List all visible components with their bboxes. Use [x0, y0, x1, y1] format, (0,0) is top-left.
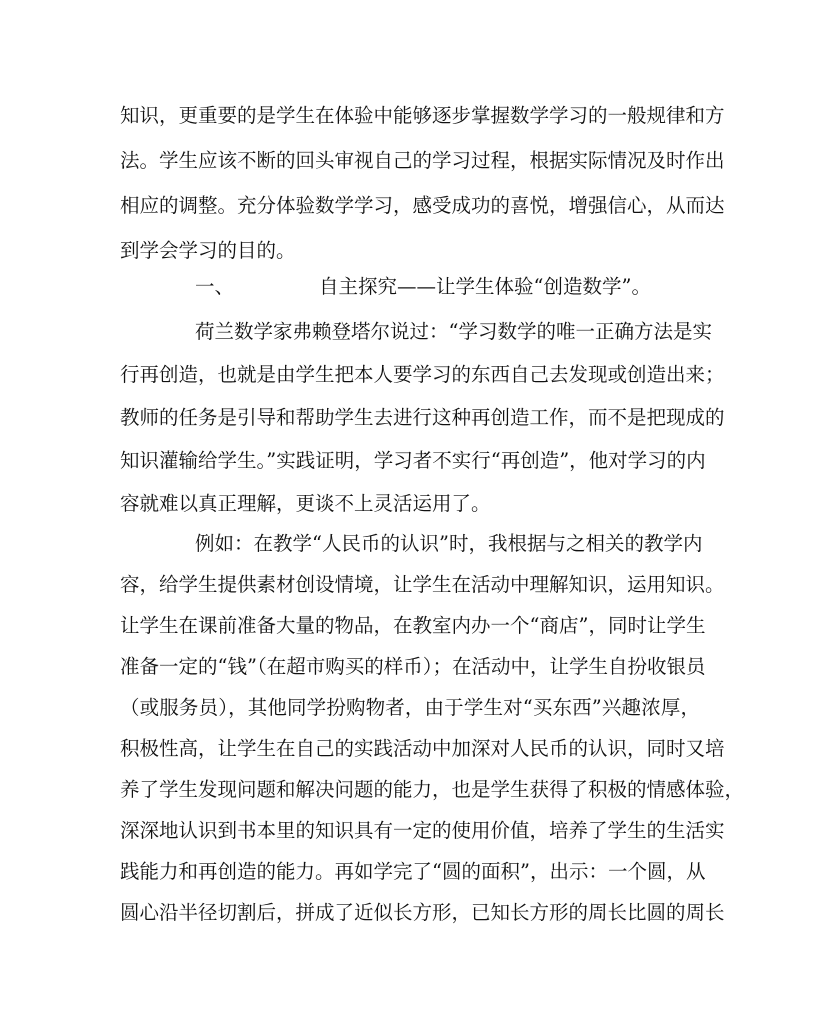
text-line: 到学会学习的目的。 [120, 239, 296, 262]
text-line: 积极性高，让学生在自己的实践活动中加深对人民币的认识，同时又培 [120, 737, 725, 760]
text-line: 养了学生发现问题和解决问题的能力，也是学生获得了积极的情感体验， [120, 778, 745, 801]
text-line: 容就难以真正理解，更谈不上灵活运用了。 [120, 492, 491, 515]
section-title: 自主探究——让学生体验“创造数学”。 [319, 275, 651, 298]
text-line: 行再创造，也就是由学生把本人要学习的东西自己去发现或创造出来； [120, 363, 725, 386]
text-line: 相应的调整。充分体验数学学习，感受成功的喜悦，增强信心，从而达 [120, 194, 725, 217]
text-line: 例如：在教学“人民币的认识”时，我根据与之相关的教学内 [195, 532, 703, 555]
text-line: 圆心沿半径切割后，拼成了近似长方形，已知长方形的周长比圆的周长 [120, 901, 725, 924]
text-line: 深深地认识到书本里的知识具有一定的使用价值，培养了学生的生活实 [120, 819, 725, 842]
text-line: 知识，更重要的是学生在体验中能够逐步掌握数学学习的一般规律和方 [120, 104, 725, 127]
text-line: 知识灌输给学生。”实践证明，学习者不实行“再创造”，他对学习的内 [120, 449, 706, 472]
text-line: 让学生在课前准备大量的物品，在教室内办一个“商店”，同时让学生 [120, 614, 706, 637]
text-line: 教师的任务是引导和帮助学生去进行这种再创造工作，而不是把现成的 [120, 406, 725, 429]
text-line: 践能力和再创造的能力。再如学完了“圆的面积”，出示：一个圆，从 [120, 860, 706, 883]
text-line: 荷兰数学家弗赖登塔尔说过：“学习数学的唯一正确方法是实 [195, 320, 712, 343]
text-line: 准备一定的“钱”（在超市购买的样币）；在活动中，让学生自扮收银员 [120, 655, 706, 678]
section-number: 一、 [195, 275, 235, 298]
text-line: 容，给学生提供素材创设情境，让学生在活动中理解知识，运用知识。 [120, 573, 725, 596]
text-line: （或服务员），其他同学扮购物者，由于学生对“买东西”兴趣浓厚， [120, 696, 700, 719]
text-line: 法。学生应该不断的回头审视自己的学习过程，根据实际情况及时作出 [120, 149, 725, 172]
